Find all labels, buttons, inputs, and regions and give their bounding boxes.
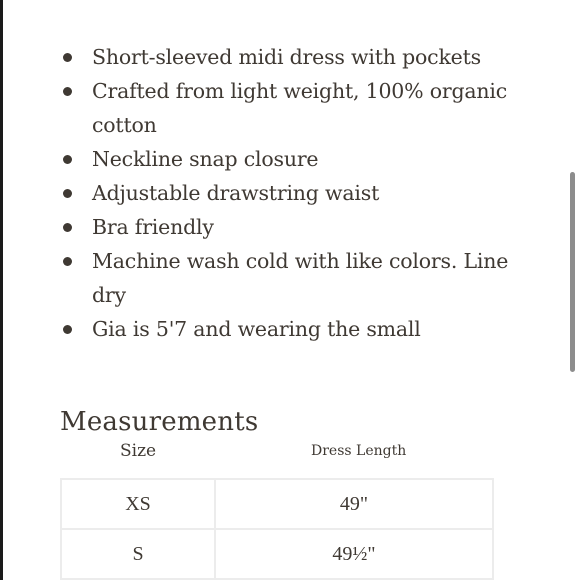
table-row xyxy=(61,479,493,529)
measurements-heading: Measurements xyxy=(60,407,259,437)
bullet-icon xyxy=(63,257,72,266)
size-column-header: Size xyxy=(120,441,157,461)
bullet-icon xyxy=(63,155,72,164)
list-item-text: Machine wash cold with like colors. Line xyxy=(92,249,509,273)
size-cell: S xyxy=(61,529,215,579)
dress-length-cell: 49" xyxy=(215,479,493,529)
list-item xyxy=(0,40,520,74)
list-item-text-continued: cotton xyxy=(92,113,157,137)
scrollbar-thumb[interactable] xyxy=(570,172,575,372)
list-item xyxy=(0,74,520,142)
product-details-list xyxy=(0,40,520,346)
list-item-text-continued: dry xyxy=(92,283,126,307)
size-chart-table xyxy=(60,478,494,580)
size-cell: XS xyxy=(61,479,215,529)
list-item-text: Adjustable drawstring waist xyxy=(92,181,380,205)
list-item xyxy=(0,176,520,210)
list-item-text: Gia is 5'7 and wearing the small xyxy=(92,317,421,341)
list-item xyxy=(0,244,520,312)
list-item-text: Bra friendly xyxy=(92,215,214,239)
list-item xyxy=(0,210,520,244)
list-item-text: Neckline snap closure xyxy=(92,147,319,171)
dress-length-column-header: Dress Length xyxy=(311,443,407,459)
bullet-icon xyxy=(63,53,72,62)
list-item-text: Short-sleeved midi dress with pockets xyxy=(92,45,481,69)
dress-length-cell: 49½" xyxy=(215,529,493,579)
bullet-icon xyxy=(63,325,72,334)
bullet-icon xyxy=(63,223,72,232)
table-row xyxy=(61,529,493,579)
bullet-icon xyxy=(63,87,72,96)
list-item-text: Crafted from light weight, 100% organic xyxy=(92,79,508,103)
bullet-icon xyxy=(63,189,72,198)
list-item xyxy=(0,312,520,346)
list-item xyxy=(0,142,520,176)
